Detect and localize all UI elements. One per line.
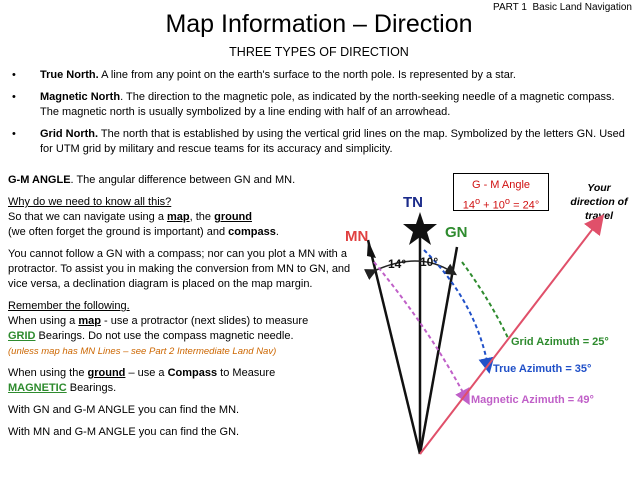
part-label: PART 1 Basic Land Navigation	[493, 2, 632, 13]
grid-azimuth-label: Grid Azimuth = 25°	[511, 336, 609, 348]
remember-paragraph: Remember the following. When using a map - use a protractor (next slides) to measure GRID Bearings. Do not use the compass magnetic needle. (unless map has MN Lines – see Part 2 Intermediate Land Nav)	[8, 300, 309, 357]
bullet-true-north: • True North. A line from any point on the earth's surface to the north pole. Is represented by a star.	[12, 69, 516, 81]
bullet-grid-north: • Grid North. The north that is established by using the vertical grid lines on the map. Symbolized by the letters GN. Used for UTM grid by military and rescue teams for its accuracy and simplicity.	[12, 128, 625, 155]
grid-north-line	[420, 247, 457, 454]
magnetic-north-half-arrow-icon	[367, 240, 376, 258]
gm-angle-sum: $14^o + 10^o = 24^\circ$	[462, 196, 540, 212]
ground-paragraph: When using the ground – use a Compass to Measure MAGNETIC Bearings.	[8, 367, 276, 394]
angle-right-label: 10°	[420, 255, 439, 269]
angle-left-label: 14°	[388, 257, 407, 271]
mn-label: MN	[345, 228, 369, 245]
magnetic-north-line	[368, 240, 420, 454]
conversion-paragraph: You cannot follow a GN with a compass; nor can you plot a MN with a protractor. To assist you in making the conversion from MN to GN, and vice versa, a declination diagram is placed on the map margin.	[8, 248, 351, 290]
tn-label: TN	[403, 194, 423, 211]
page-title: Map Information – Direction	[165, 10, 473, 38]
page-subtitle: THREE TYPES OF DIRECTION	[229, 45, 409, 59]
true-azimuth-label: True Azimuth = 35°	[493, 363, 592, 375]
magnetic-azimuth-label: Magnetic Azimuth = 49°	[471, 394, 594, 406]
gm-angle-def: G-M ANGLE. The angular difference between GN and MN.	[8, 174, 296, 186]
bullet-magnetic-north: • Magnetic North. The direction to the magnetic pole, as indicated by the north-seeking needle of a magnetic compass. The magnetic north is usually symbolized by a line ending with half of an arrowhead.	[12, 91, 615, 118]
grid-azimuth-arc	[462, 262, 508, 338]
travel-label: Your direction of travel	[570, 182, 628, 222]
gm-angle-title: G - M Angle	[471, 179, 531, 191]
gn-label: GN	[445, 224, 468, 241]
find-mn-text: With GN and G-M ANGLE you can find the MN.	[8, 404, 240, 416]
find-gn-text: With MN and G-M ANGLE you can find the GN.	[8, 426, 240, 438]
why-paragraph: Why do we need to know all this? So that we can navigate using a map, the ground (we often forget the ground is important) and compass.	[8, 196, 279, 238]
